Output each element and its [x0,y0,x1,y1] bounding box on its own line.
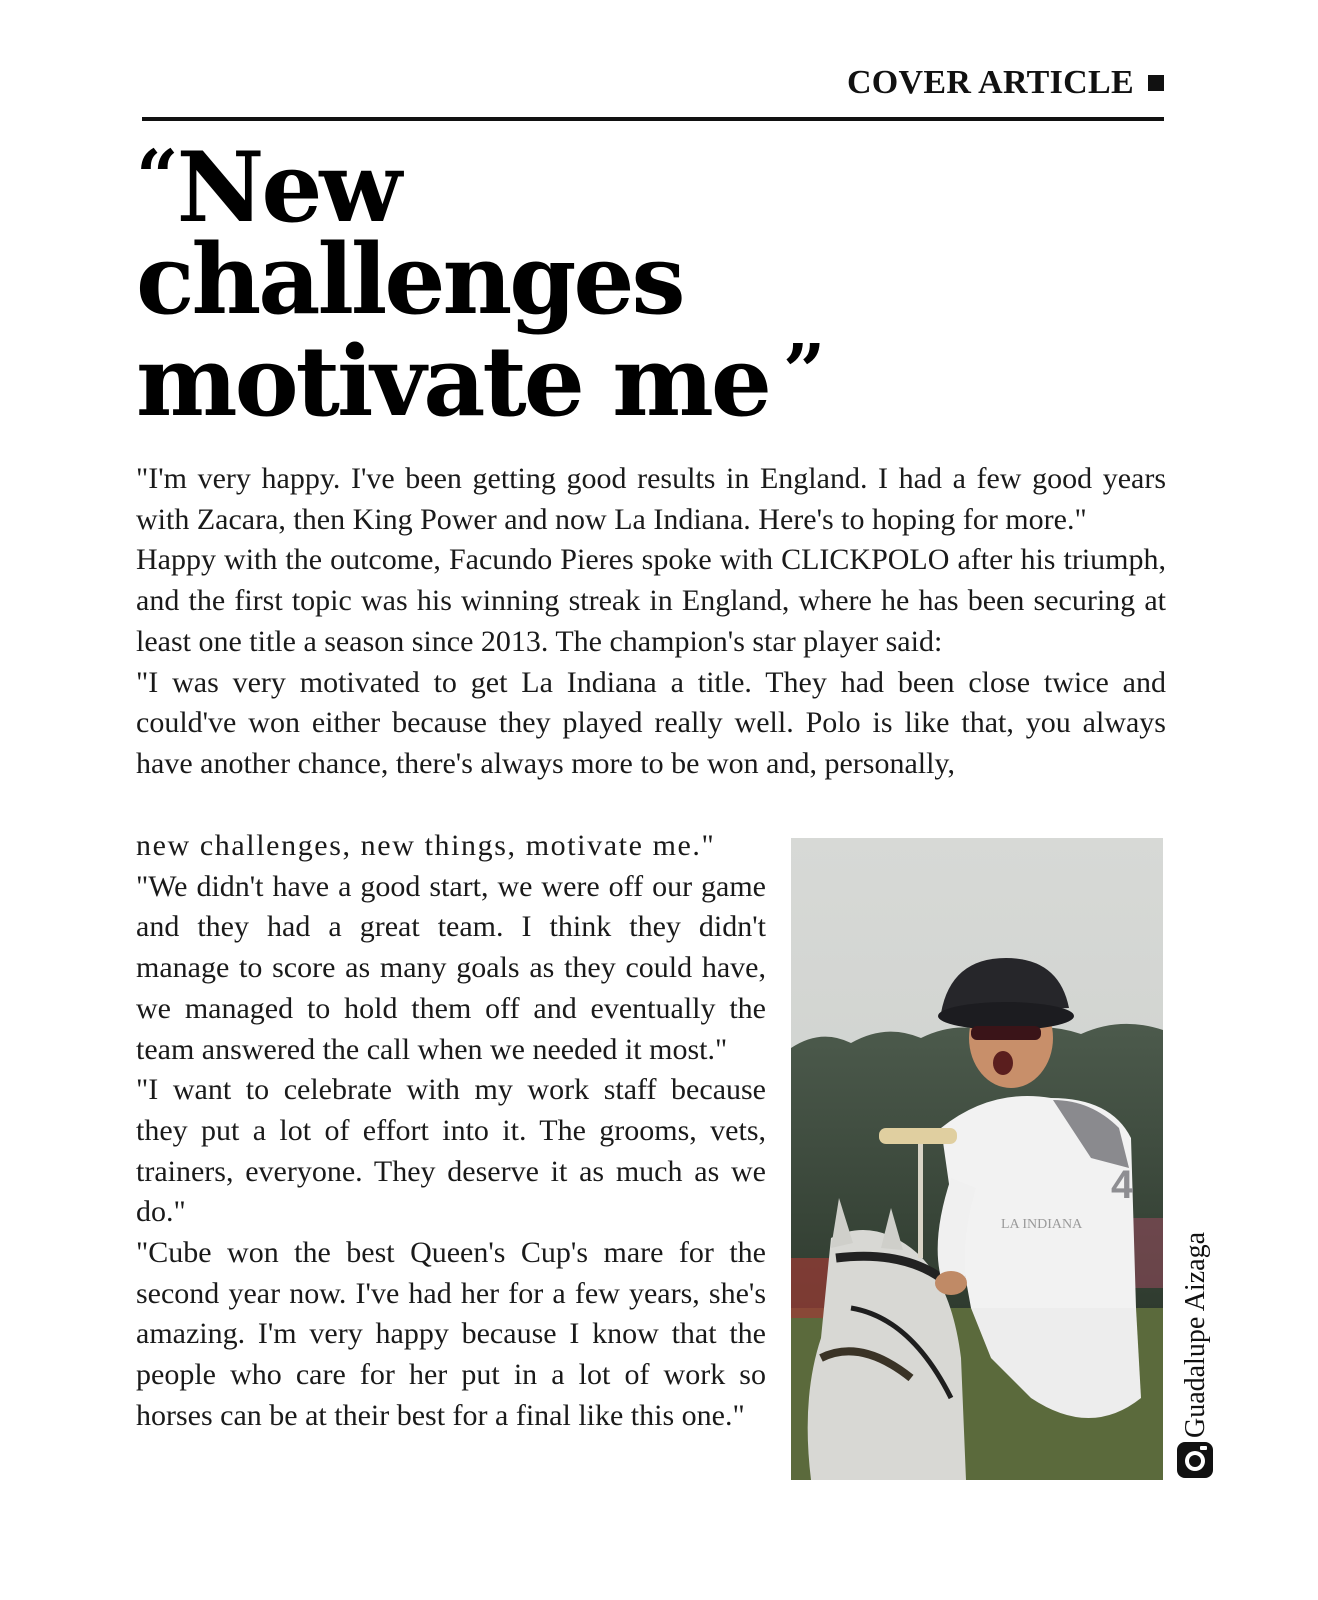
paragraph: new challenges, new things, motivate me." [136,829,716,862]
headline-text-1: New [176,131,400,244]
section-label [847,64,1164,102]
paragraph: "I want to celebrate with my work staff because they put a lot of effort into it. The grooms, vets, trainers, everyone. They deserve it as much as we do." [136,1073,766,1229]
paragraph: Happy with the outcome, Facundo Pieres spoke with CLICKPOLO after his triumph, and the first topic was his winning streak in England, where he has been securing at least one title a season since 2013. The champion's star player said: [136,543,1166,658]
square-icon [1148,75,1164,91]
article-body-full-width [136,459,1166,785]
paragraph: "Cube won the best Queen's Cup's mare for the second year now. I've had her for a few years, she's amazing. I'm very happy because I know that the people who care for her put in a lot of work so horses can be at their best for a final like this one." [136,1236,766,1432]
camera-icon [1176,1440,1214,1480]
close-quote: ” [782,329,824,415]
header-rule [142,117,1164,121]
shirt-number: 4 [1111,1163,1134,1207]
headline-text-3: motivate me [136,325,769,438]
photo-credit [1174,1200,1218,1470]
headline-line-2: challenges [136,223,683,336]
paragraph: "I'm very happy. I've been getting good results in England. I had a few good years with Zacara, then King Power and now La Indiana. Here's to hoping for more." [136,462,1166,536]
paragraph: "I was very motivated to get La Indiana a title. They had been close twice and could've won either because they played really well. Polo is like that, you always have another chance, there's always more to be won and, personally, [136,665,1166,780]
open-quote: “ [136,135,177,221]
article-body-column [136,826,766,1437]
photo-credit-text: Guadalupe Aizaga [1180,1231,1211,1439]
paragraph: "We didn't have a good start, we were off our game and they had a great team. I think they didn't manage to score as many goals as they could have, we managed to hold them off and eventually the team answered the call when we needed it most." [136,869,766,1066]
player-photo [791,838,1163,1480]
headline-line-3 [136,325,823,438]
polo-player-illustration [791,838,1163,1480]
section-label-text: COVER ARTICLE [846,64,1134,101]
headline [136,131,824,438]
shirt-text: LA INDIANA [1001,1217,1083,1232]
